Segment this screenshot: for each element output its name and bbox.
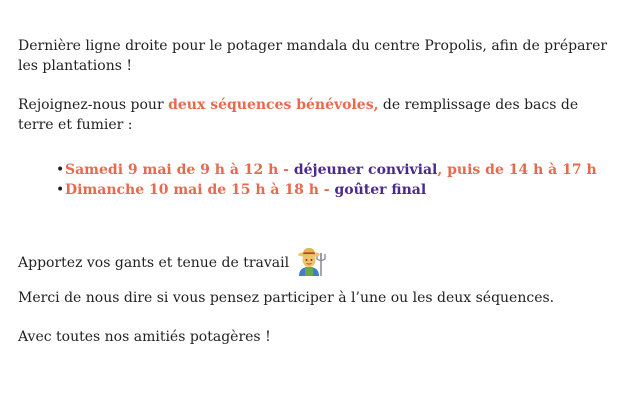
farmer-emoji-icon [293,245,329,275]
closing-paragraph: Avec toutes nos amitiés potagères ! [18,329,271,345]
session-comma: , [437,162,448,178]
session-item-saturday [56,160,618,180]
session-extra: puis de 14 h à 17 h [447,162,597,178]
session-meal: goûter final [334,182,427,198]
session-separator: - [278,162,294,178]
invite-prefix: Rejoignez-nous pour [18,97,169,113]
invite-highlight: deux séquences bénévoles [168,97,374,113]
session-date-time: Dimanche 10 mai de 15 h à 18 h [65,182,319,198]
session-item-sunday [56,180,618,200]
bullet-icon: • [56,182,65,198]
gloves-text: Apportez vos gants et tenue de travail [18,255,290,271]
session-date-time: Samedi 9 mai de 9 h à 12 h [65,162,279,178]
sessions-list [56,160,618,200]
intro-paragraph: Dernière ligne droite pour le potager mandala du centre Propolis, afin de préparer les plantations ! [18,38,608,74]
rsvp-paragraph: Merci de nous dire si vous pensez participer à l’une ou les deux séquences. [18,290,555,306]
bullet-icon: • [56,162,65,178]
session-separator: - [318,182,335,198]
invite-suffix: de remplissage des bacs de terre et fumier : [18,97,579,133]
invite-comma: , [373,97,379,113]
invite-paragraph [18,95,618,135]
gloves-paragraph [18,243,618,273]
session-meal: déjeuner convivial [293,162,438,178]
message-body [18,36,618,347]
